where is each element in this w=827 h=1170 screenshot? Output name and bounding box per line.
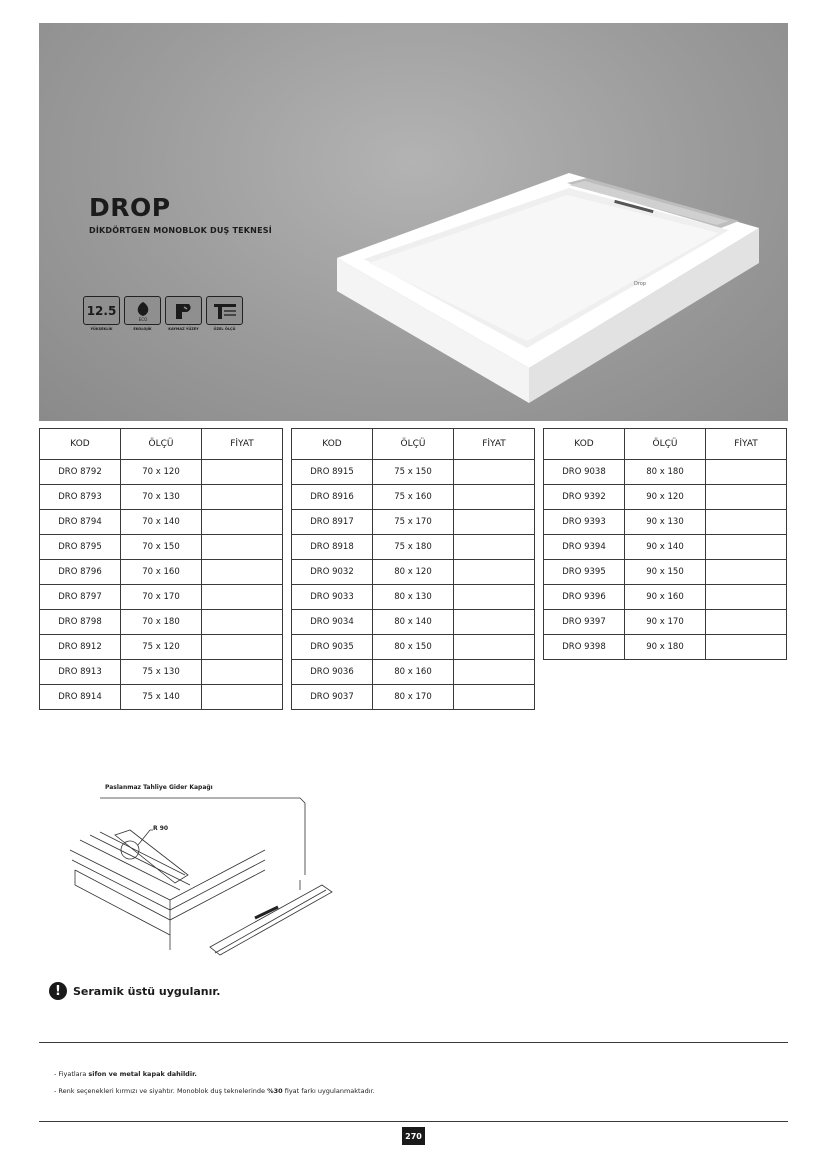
cell-size: 70 x 120 [121, 460, 202, 485]
footnotes [54, 1066, 375, 1100]
cell-code: DRO 9038 [544, 460, 625, 485]
table-row [292, 610, 535, 635]
cell-size: 70 x 180 [121, 610, 202, 635]
table-row [544, 510, 787, 535]
cell-size: 80 x 180 [625, 460, 706, 485]
cell-code: DRO 8916 [292, 485, 373, 510]
cell-code: DRO 9032 [292, 560, 373, 585]
column-header-code: KOD [40, 429, 121, 460]
feature-caption: ÖZEL ÖLÇÜ [213, 327, 236, 331]
cell-price [454, 635, 535, 660]
table-row [292, 560, 535, 585]
cell-price [202, 635, 283, 660]
cell-size: 90 x 160 [625, 585, 706, 610]
table-row [544, 460, 787, 485]
cell-code: DRO 9393 [544, 510, 625, 535]
cell-code: DRO 8914 [40, 685, 121, 710]
cell-code: DRO 9398 [544, 635, 625, 660]
table-row [292, 685, 535, 710]
cell-code: DRO 8792 [40, 460, 121, 485]
cell-code: DRO 8918 [292, 535, 373, 560]
table-row [292, 585, 535, 610]
feature-caption: EKOLOJİK [133, 327, 152, 331]
cell-size: 70 x 130 [121, 485, 202, 510]
cell-code: DRO 9397 [544, 610, 625, 635]
cell-code: DRO 9396 [544, 585, 625, 610]
footnote-2 [54, 1083, 375, 1100]
footnote-1-text: - Fiyatlara [54, 1070, 89, 1078]
cell-code: DRO 8915 [292, 460, 373, 485]
cell-price [202, 685, 283, 710]
cell-price [454, 585, 535, 610]
table-row [544, 535, 787, 560]
cell-size: 90 x 170 [625, 610, 706, 635]
cell-code: DRO 9034 [292, 610, 373, 635]
cell-size: 80 x 120 [373, 560, 454, 585]
table-row [40, 560, 283, 585]
cell-price [454, 610, 535, 635]
table-row [40, 510, 283, 535]
cell-price [706, 460, 787, 485]
table-header-row [40, 429, 283, 460]
warning-text: Seramik üstü uygulanır. [73, 984, 221, 998]
divider-top [39, 1042, 788, 1043]
cell-size: 70 x 170 [121, 585, 202, 610]
exclamation-icon: ! [49, 982, 67, 1000]
cell-size: 75 x 120 [121, 635, 202, 660]
cell-size: 75 x 130 [121, 660, 202, 685]
cell-size: 90 x 130 [625, 510, 706, 535]
cell-code: DRO 8798 [40, 610, 121, 635]
table-row [292, 460, 535, 485]
antislip-icon [165, 296, 202, 325]
cell-size: 90 x 150 [625, 560, 706, 585]
cell-size: 70 x 150 [121, 535, 202, 560]
product-title: DROP [89, 193, 171, 222]
cell-price [202, 585, 283, 610]
cell-size: 90 x 140 [625, 535, 706, 560]
cell-code: DRO 8793 [40, 485, 121, 510]
cell-code: DRO 8913 [40, 660, 121, 685]
brand-mark: Drop [634, 281, 647, 287]
footnote-2-suffix: fiyat farkı uygulanmaktadır. [282, 1087, 375, 1095]
table-row [292, 510, 535, 535]
cell-size: 75 x 140 [121, 685, 202, 710]
feature-custom-size [206, 296, 243, 331]
custom-cut-icon [206, 296, 243, 325]
column-header-code: KOD [544, 429, 625, 460]
feature-antislip [165, 296, 202, 331]
table-header-row [544, 429, 787, 460]
table-row [40, 535, 283, 560]
cell-price [202, 610, 283, 635]
cell-price [202, 535, 283, 560]
cell-code: DRO 8912 [40, 635, 121, 660]
cell-price [202, 660, 283, 685]
cell-code: DRO 8794 [40, 510, 121, 535]
footnote-2-text: - Renk seçenekleri kırmızı ve siyahtır. Monoblok duş teknelerinde [54, 1087, 268, 1095]
cell-price [706, 535, 787, 560]
cell-code: DRO 9035 [292, 635, 373, 660]
cell-size: 75 x 180 [373, 535, 454, 560]
cell-size: 90 x 180 [625, 635, 706, 660]
cell-code: DRO 9036 [292, 660, 373, 685]
cell-price [454, 660, 535, 685]
cell-price [202, 510, 283, 535]
footnote-2-bold: %30 [267, 1087, 283, 1095]
cell-size: 80 x 130 [373, 585, 454, 610]
cell-price [706, 485, 787, 510]
cell-code: DRO 9394 [544, 535, 625, 560]
feature-eco [124, 296, 161, 331]
cell-code: DRO 9033 [292, 585, 373, 610]
cell-size: 90 x 120 [625, 485, 706, 510]
cell-price [202, 560, 283, 585]
divider-bottom [39, 1121, 788, 1122]
column-header-size: ÖLÇÜ [373, 429, 454, 460]
cell-price [454, 510, 535, 535]
cell-size: 80 x 160 [373, 660, 454, 685]
cell-size: 75 x 150 [373, 460, 454, 485]
cell-size: 70 x 160 [121, 560, 202, 585]
feature-icons [83, 296, 243, 331]
table-row [292, 635, 535, 660]
cell-price [202, 485, 283, 510]
table-row [292, 535, 535, 560]
cell-size: 80 x 170 [373, 685, 454, 710]
cell-price [706, 585, 787, 610]
product-hero-image [39, 23, 788, 421]
cell-code: DRO 8795 [40, 535, 121, 560]
radius-label: R 90 [153, 825, 169, 832]
column-header-code: KOD [292, 429, 373, 460]
cell-price [454, 535, 535, 560]
feature-caption: YÜKSEKLİK [90, 327, 113, 331]
table-row [40, 585, 283, 610]
cell-price [706, 635, 787, 660]
cell-code: DRO 9392 [544, 485, 625, 510]
column-header-price: FİYAT [706, 429, 787, 460]
column-header-price: FİYAT [202, 429, 283, 460]
eco-label: ECO [138, 316, 147, 322]
table-row [544, 635, 787, 660]
table-row [544, 585, 787, 610]
cell-size: 75 x 170 [373, 510, 454, 535]
footnote-1 [54, 1066, 375, 1083]
feature-thickness [83, 296, 120, 331]
footnote-1-bold: sifon ve metal kapak dahildir. [88, 1070, 197, 1078]
cell-code: DRO 8796 [40, 560, 121, 585]
eco-leaf-icon [124, 296, 161, 325]
price-table-1 [39, 428, 283, 710]
cell-code: DRO 8917 [292, 510, 373, 535]
column-header-size: ÖLÇÜ [625, 429, 706, 460]
column-header-price: FİYAT [454, 429, 535, 460]
table-row [40, 485, 283, 510]
table-row [40, 460, 283, 485]
cell-price [202, 460, 283, 485]
cell-price [706, 510, 787, 535]
table-header-row [292, 429, 535, 460]
drain-cover-diagram [60, 775, 340, 970]
cell-price [454, 560, 535, 585]
table-row [292, 485, 535, 510]
cell-size: 70 x 140 [121, 510, 202, 535]
table-row [544, 485, 787, 510]
page-number: 270 [402, 1127, 425, 1145]
cell-price [454, 685, 535, 710]
cell-price [706, 560, 787, 585]
product-subtitle: DİKDÖRTGEN MONOBLOK DUŞ TEKNESİ [89, 226, 272, 235]
table-row [40, 660, 283, 685]
cell-price [454, 460, 535, 485]
table-row [544, 560, 787, 585]
cell-size: 80 x 150 [373, 635, 454, 660]
column-header-size: ÖLÇÜ [121, 429, 202, 460]
thickness-icon [83, 296, 120, 325]
table-row [40, 635, 283, 660]
table-row [40, 685, 283, 710]
diagram-title: Paslanmaz Tahliye Gider Kapağı [105, 784, 213, 791]
cell-code: DRO 8797 [40, 585, 121, 610]
table-row [40, 610, 283, 635]
shower-tray-illustration [39, 23, 788, 421]
cell-code: DRO 9037 [292, 685, 373, 710]
price-table-3 [543, 428, 787, 660]
cell-size: 75 x 160 [373, 485, 454, 510]
price-table-2 [291, 428, 535, 710]
cell-size: 80 x 140 [373, 610, 454, 635]
warning-note [49, 982, 220, 1000]
feature-caption: KAYMAZ YÜZEY [168, 327, 199, 331]
thickness-value: 12.5 [86, 303, 117, 318]
cell-code: DRO 9395 [544, 560, 625, 585]
table-row [292, 660, 535, 685]
cell-price [454, 485, 535, 510]
table-row [544, 610, 787, 635]
cell-price [706, 610, 787, 635]
